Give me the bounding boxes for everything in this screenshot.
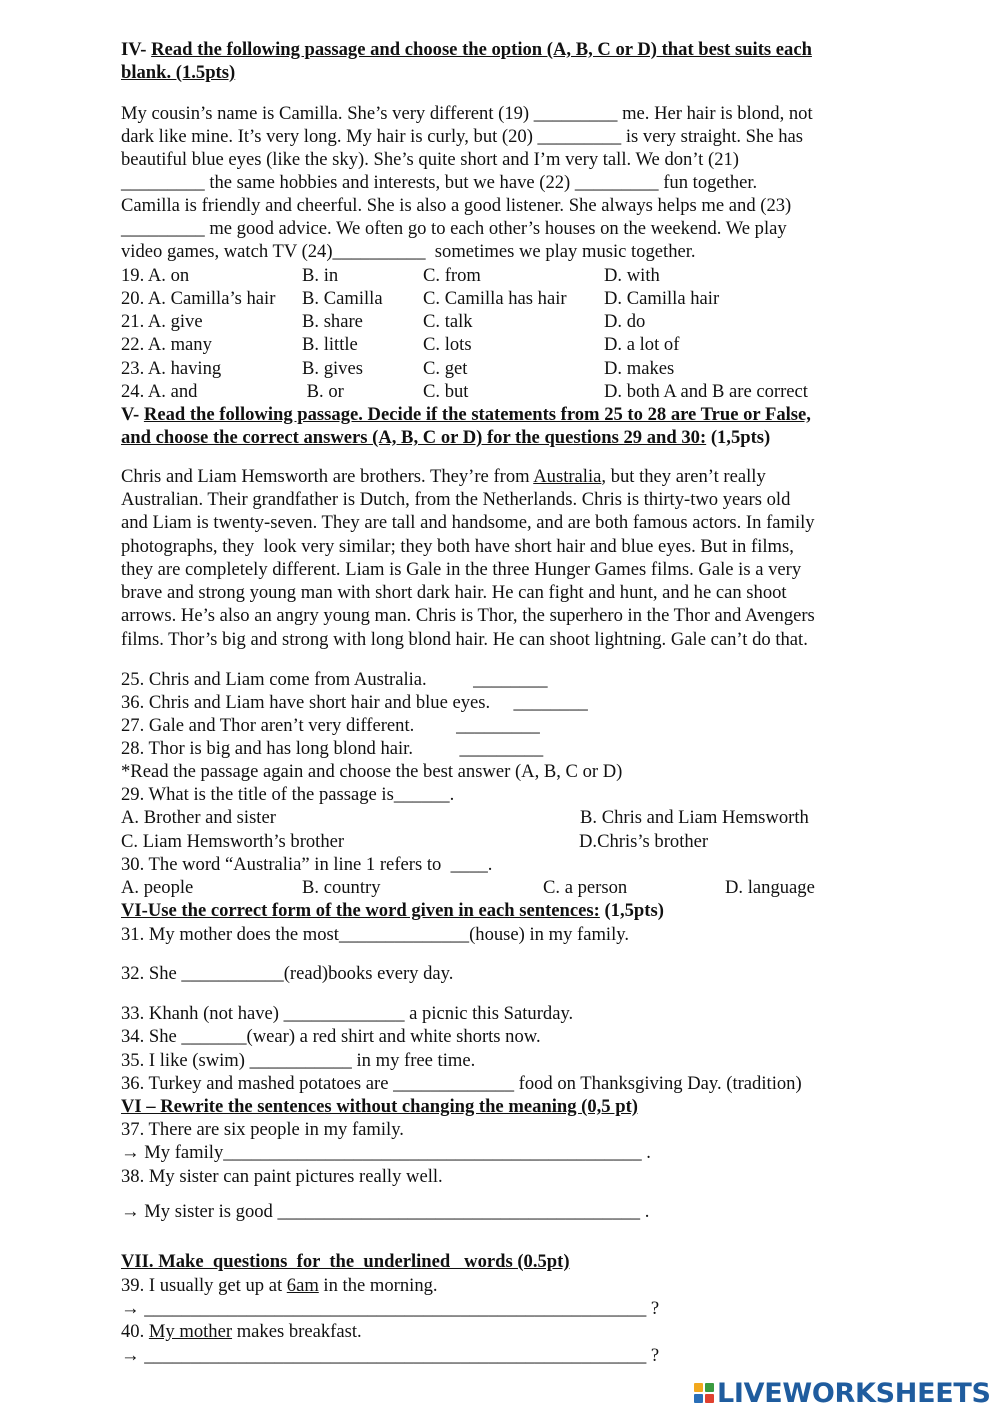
question-35: 35. I like (swim) ___________ in my free time.	[121, 1050, 476, 1071]
section5-passage-line: arrows. He’s also an angry young man. Chris is Thor, the superhero in the Thor and Avengers	[121, 605, 815, 626]
section6-heading-underlined: VI-Use the correct form of the word given in each sentences:	[121, 900, 600, 921]
section5-heading-line1: Read the following passage. Decide if the statements from 25 to 28 are True or False,	[143, 404, 811, 425]
option-23-b: B. gives	[302, 358, 363, 379]
section6b-heading: VI – Rewrite the sentences without changing the meaning (0,5 pt)	[121, 1096, 638, 1117]
question-36: 36. Turkey and mashed potatoes are _____________ food on Thanksgiving Day. (tradition)	[121, 1073, 802, 1094]
answer-38: → My sister is good _______________________________________ .	[121, 1201, 650, 1222]
liveworksheets-logo-text: LIVEWORKSHEETS	[717, 1377, 991, 1409]
q40-number: 40.	[121, 1321, 149, 1342]
section5-passage-line: films. Thor’s big and strong with long blond hair. He can shoot lightning. Gale can’t do that.	[121, 629, 808, 650]
australia-underlined: Australia	[533, 466, 602, 487]
question-30: 30. The word “Australia” in line 1 refers to ____.	[121, 854, 493, 875]
section5-heading-line2	[121, 426, 770, 449]
statement-27: 27. Gale and Thor aren’t very different. _________	[121, 715, 540, 736]
option-20-c: C. Camilla has hair	[423, 288, 567, 309]
question-40	[121, 1320, 362, 1343]
section4-passage-line: beautiful blue eyes (like the sky). She’s quite short and I’m very tall. We don’t (21)	[121, 149, 739, 170]
section4-passage-line: My cousin’s name is Camilla. She’s very different (19) _________ me. Her hair is blond, not	[121, 103, 813, 124]
section6-heading-rest: (1,5pts)	[599, 900, 664, 921]
question-39	[121, 1274, 438, 1297]
question-31: 31. My mother does the most______________(house) in my family.	[121, 924, 630, 945]
answer-40: → ______________________________________________________ ?	[121, 1345, 660, 1366]
section4-heading-line1: Read the following passage and choose the option (A, B, C or D) that best suits each	[151, 39, 812, 60]
q30-option-c: C. a person	[543, 877, 628, 898]
option-21-d: D. do	[604, 311, 646, 332]
statement-25: 25. Chris and Liam come from Australia. ________	[121, 669, 548, 690]
section4-heading-prefix: IV-	[121, 39, 152, 60]
q29-option-a: A. Brother and sister	[121, 807, 276, 828]
option-20-a: 20. A. Camilla’s hair	[121, 288, 276, 309]
q30-option-a: A. people	[121, 877, 194, 898]
section7-heading: VII. Make questions for the underlined words (0.5pt)	[121, 1251, 570, 1272]
section5-passage-line: they are completely different. Liam is Gale in the three Hunger Games films. Gale is a very	[121, 559, 802, 580]
q29-option-d: D.Chris’s brother	[579, 831, 709, 852]
q40-text: makes breakfast.	[232, 1321, 362, 1342]
answer-39: → ______________________________________________________ ?	[121, 1298, 660, 1319]
question-33: 33. Khanh (not have) _____________ a picnic this Saturday.	[121, 1003, 574, 1024]
option-19-d: D. with	[604, 265, 660, 286]
passage-text: , but they aren’t really	[601, 466, 766, 487]
option-20-b: B. Camilla	[302, 288, 383, 309]
option-22-c: C. lots	[423, 334, 472, 355]
question-29: 29. What is the title of the passage is______.	[121, 784, 455, 805]
option-19-b: B. in	[302, 265, 339, 286]
section5-passage-line: Australian. Their grandfather is Dutch, from the Netherlands. Chris is thirty-two years old	[121, 489, 791, 510]
section5-passage-line: brave and strong young man with short dark hair. He can fight and hunt, and he can shoot	[121, 582, 787, 603]
question-37: 37. There are six people in my family.	[121, 1119, 404, 1140]
option-22-a: 22. A. many	[121, 334, 212, 355]
liveworksheets-logo-icon	[694, 1383, 714, 1403]
q29-option-c: C. Liam Hemsworth’s brother	[121, 831, 345, 852]
section5-heading-line2a: and choose the correct answers (A, B, C or D) for the questions 29 and 30:	[121, 427, 707, 448]
question-32: 32. She ___________(read)books every day.	[121, 963, 454, 984]
section4-heading-line2: blank. (1.5pts)	[121, 62, 236, 83]
question-38: 38. My sister can paint pictures really well.	[121, 1166, 443, 1187]
q30-option-d: D. language	[725, 877, 815, 898]
answer-37: → My family_____________________________________________ .	[121, 1142, 651, 1163]
option-24-c: C. but	[423, 381, 469, 402]
section5-passage-line	[121, 465, 766, 488]
liveworksheets-logo	[694, 1378, 991, 1408]
q39-text: 39. I usually get up at	[121, 1275, 287, 1296]
option-20-d: D. Camilla hair	[604, 288, 720, 309]
statement-26: 36. Chris and Liam have short hair and blue eyes. ________	[121, 692, 588, 713]
option-24-d: D. both A and B are correct	[604, 381, 808, 402]
q39-underlined: 6am	[286, 1275, 319, 1296]
section5-heading-line2b: (1,5pts)	[706, 427, 771, 448]
section4-passage-line: _________ me good advice. We often go to each other’s houses on the weekend. We play	[121, 218, 787, 239]
section4-passage-line: dark like mine. It’s very long. My hair is curly, but (20) _________ is very straight. She has	[121, 126, 804, 147]
q30-option-b: B. country	[302, 877, 381, 898]
option-21-a: 21. A. give	[121, 311, 203, 332]
passage-text: Chris and Liam Hemsworth are brothers. They’re from	[121, 466, 534, 487]
section4-passage-line: video games, watch TV (24)__________ sometimes we play music together.	[121, 241, 696, 262]
option-22-b: B. little	[302, 334, 358, 355]
option-19-c: C. from	[423, 265, 481, 286]
section4-heading	[121, 38, 812, 61]
section5-passage-line: photographs, they look very similar; they both have short hair and blue eyes. But in films,	[121, 536, 794, 557]
option-19-a: 19. A. on	[121, 265, 190, 286]
option-23-c: C. get	[423, 358, 468, 379]
option-21-c: C. talk	[423, 311, 473, 332]
q39-text: in the morning.	[318, 1275, 438, 1296]
section5-passage-line: and Liam is twenty-seven. They are tall and handsome, and are both famous actors. In family	[121, 512, 815, 533]
section6-heading	[121, 899, 664, 922]
question-34: 34. She _______(wear) a red shirt and white shorts now.	[121, 1026, 541, 1047]
option-23-a: 23. A. having	[121, 358, 222, 379]
section4-passage-line: Camilla is friendly and cheerful. She is also a good listener. She always helps me and (23)	[121, 195, 792, 216]
option-24-a: 24. A. and	[121, 381, 198, 402]
section5-instruction: *Read the passage again and choose the best answer (A, B, C or D)	[121, 761, 623, 782]
option-24-b: B. or	[302, 381, 344, 402]
section5-heading	[121, 403, 811, 426]
section4-passage-line: _________ the same hobbies and interests, but we have (22) _________ fun together.	[121, 172, 758, 193]
section5-heading-prefix: V-	[121, 404, 144, 425]
option-21-b: B. share	[302, 311, 363, 332]
option-23-d: D. makes	[604, 358, 675, 379]
option-22-d: D. a lot of	[604, 334, 680, 355]
statement-28: 28. Thor is big and has long blond hair. _________	[121, 738, 544, 759]
q40-underlined: My mother	[148, 1321, 233, 1342]
q29-option-b: B. Chris and Liam Hemsworth	[580, 807, 809, 828]
